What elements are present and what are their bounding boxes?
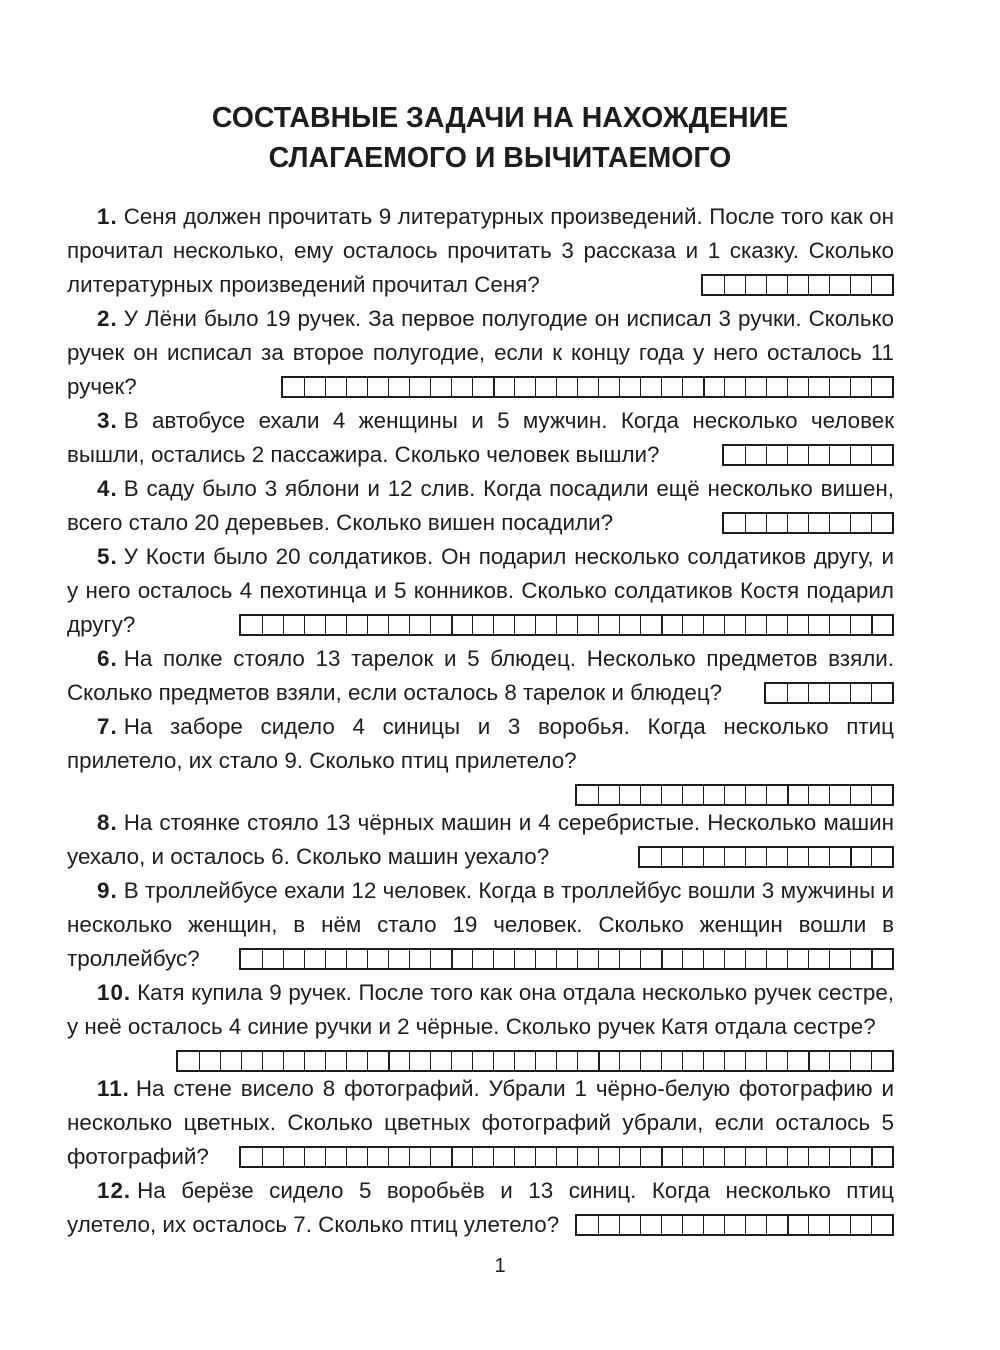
answer-cell[interactable] bbox=[304, 1052, 325, 1070]
answer-cell[interactable] bbox=[703, 378, 724, 396]
answer-cell[interactable] bbox=[493, 950, 514, 968]
answer-cell[interactable] bbox=[787, 276, 808, 294]
answer-cell[interactable] bbox=[787, 848, 808, 866]
answer-cell[interactable] bbox=[577, 616, 598, 634]
problem-2 bbox=[67, 302, 894, 404]
answer-cell[interactable] bbox=[199, 1052, 220, 1070]
answer-cell[interactable] bbox=[640, 950, 661, 968]
problem-text: У Кости было 20 солдатиков. Он подарил несколько солдатиков другу, и у него осталось 4 пехотинца и 5 конников. Сколько солдатиков Костя подарил другу? bbox=[67, 544, 894, 637]
answer-cell[interactable] bbox=[262, 1052, 283, 1070]
answer-cell[interactable] bbox=[598, 950, 619, 968]
answer-grid[interactable] bbox=[176, 1050, 894, 1072]
answer-cell[interactable] bbox=[514, 378, 535, 396]
answer-cell[interactable] bbox=[388, 1052, 409, 1070]
answer-cell[interactable] bbox=[304, 378, 325, 396]
answer-cell[interactable] bbox=[745, 378, 766, 396]
page-number: 1 bbox=[494, 1255, 506, 1277]
answer-cell[interactable] bbox=[766, 950, 787, 968]
problem-number: 3. bbox=[97, 408, 118, 433]
answer-cell[interactable] bbox=[409, 378, 430, 396]
answer-cell[interactable] bbox=[472, 1052, 493, 1070]
answer-cell[interactable] bbox=[535, 1052, 556, 1070]
problem-7 bbox=[67, 710, 894, 778]
problem-number: 11. bbox=[97, 1076, 130, 1101]
answer-cell[interactable] bbox=[829, 1148, 850, 1166]
answer-cell[interactable] bbox=[577, 950, 598, 968]
answer-cell[interactable] bbox=[682, 950, 703, 968]
answer-cell[interactable] bbox=[577, 378, 598, 396]
answer-cell[interactable] bbox=[472, 1148, 493, 1166]
answer-grid[interactable] bbox=[239, 948, 894, 970]
answer-cell[interactable] bbox=[745, 848, 766, 866]
answer-cell[interactable] bbox=[598, 378, 619, 396]
answer-grid[interactable] bbox=[764, 682, 894, 704]
answer-cell[interactable] bbox=[472, 616, 493, 634]
answer-cell[interactable] bbox=[829, 684, 850, 702]
answer-cell[interactable] bbox=[514, 1052, 535, 1070]
answer-cell[interactable] bbox=[577, 1148, 598, 1166]
problem-number: 4. bbox=[97, 476, 118, 501]
answer-cell[interactable] bbox=[724, 848, 745, 866]
answer-cell[interactable] bbox=[829, 786, 850, 804]
answer-cell[interactable] bbox=[850, 1052, 871, 1070]
answer-cell[interactable] bbox=[703, 848, 724, 866]
answer-cell[interactable] bbox=[619, 378, 640, 396]
title-line-1: СОСТАВНЫЕ ЗАДАЧИ НА НАХОЖДЕНИЕ bbox=[211, 102, 789, 134]
answer-cell[interactable] bbox=[346, 950, 367, 968]
answer-cell[interactable] bbox=[304, 1148, 325, 1166]
answer-grid[interactable] bbox=[638, 846, 894, 868]
answer-cell[interactable] bbox=[808, 1216, 829, 1234]
answer-cell[interactable] bbox=[514, 1148, 535, 1166]
answer-cell[interactable] bbox=[640, 1052, 661, 1070]
answer-cell[interactable] bbox=[724, 950, 745, 968]
answer-cell[interactable] bbox=[577, 1216, 598, 1234]
answer-cell[interactable] bbox=[451, 950, 472, 968]
answer-cell[interactable] bbox=[682, 1216, 703, 1234]
answer-cell[interactable] bbox=[430, 1148, 451, 1166]
answer-cell[interactable] bbox=[598, 786, 619, 804]
answer-cell[interactable] bbox=[766, 616, 787, 634]
answer-cell[interactable] bbox=[787, 378, 808, 396]
problem-number: 9. bbox=[97, 878, 118, 903]
problem-number: 7. bbox=[97, 714, 118, 739]
answer-cell[interactable] bbox=[283, 950, 304, 968]
answer-cell[interactable] bbox=[745, 616, 766, 634]
answer-cell[interactable] bbox=[493, 1148, 514, 1166]
answer-cell[interactable] bbox=[787, 684, 808, 702]
answer-cell[interactable] bbox=[808, 514, 829, 532]
answer-cell[interactable] bbox=[871, 848, 892, 866]
answer-cell[interactable] bbox=[766, 514, 787, 532]
problem-text: В троллейбусе ехали 12 человек. Когда в троллейбус вошли 3 мужчины и несколько женщин, в нём стало 19 человек. Сколько женщин вошли в троллейбус? bbox=[67, 878, 894, 971]
answer-cell[interactable] bbox=[766, 1052, 787, 1070]
answer-cell[interactable] bbox=[766, 276, 787, 294]
answer-cell[interactable] bbox=[787, 786, 808, 804]
answer-cell[interactable] bbox=[871, 1148, 892, 1166]
answer-cell[interactable] bbox=[556, 616, 577, 634]
answer-cell[interactable] bbox=[682, 616, 703, 634]
answer-cell[interactable] bbox=[661, 1148, 682, 1166]
answer-cell[interactable] bbox=[178, 1052, 199, 1070]
answer-cell[interactable] bbox=[283, 616, 304, 634]
answer-cell[interactable] bbox=[787, 1148, 808, 1166]
answer-cell[interactable] bbox=[745, 276, 766, 294]
answer-cell[interactable] bbox=[619, 1052, 640, 1070]
answer-cell[interactable] bbox=[703, 1052, 724, 1070]
answer-cell[interactable] bbox=[472, 950, 493, 968]
problem-list bbox=[67, 200, 894, 1242]
problem-number: 12. bbox=[97, 1178, 132, 1203]
answer-grid[interactable] bbox=[281, 376, 894, 398]
problem-text: Катя купила 9 ручек. После того как она отдала несколько ручек сестре, у неё осталось 4 синие ручки и 2 чёрные. Сколько ручек Катя отдала сестре? bbox=[67, 980, 894, 1039]
problem-number: 6. bbox=[97, 646, 118, 671]
answer-cell[interactable] bbox=[640, 848, 661, 866]
answer-cell[interactable] bbox=[535, 616, 556, 634]
problem-6 bbox=[67, 642, 894, 710]
answer-cell[interactable] bbox=[808, 616, 829, 634]
answer-cell[interactable] bbox=[451, 616, 472, 634]
answer-cell[interactable] bbox=[430, 616, 451, 634]
answer-cell[interactable] bbox=[808, 1052, 829, 1070]
answer-cell[interactable] bbox=[430, 1052, 451, 1070]
answer-cell[interactable] bbox=[388, 378, 409, 396]
answer-cell[interactable] bbox=[871, 1216, 892, 1234]
answer-cell[interactable] bbox=[262, 1148, 283, 1166]
problem-3 bbox=[67, 404, 894, 472]
answer-cell[interactable] bbox=[682, 1052, 703, 1070]
answer-cell[interactable] bbox=[682, 786, 703, 804]
answer-cell[interactable] bbox=[871, 276, 892, 294]
answer-cell[interactable] bbox=[598, 1148, 619, 1166]
problem-text: На стене висело 8 фотографий. Убрали 1 чёрно-белую фотографию и несколько цветных. Сколько цветных фотографий убрали, если осталось 5 фотографий? bbox=[67, 1076, 894, 1169]
answer-cell[interactable] bbox=[850, 514, 871, 532]
answer-cell[interactable] bbox=[262, 950, 283, 968]
answer-cell[interactable] bbox=[871, 378, 892, 396]
answer-cell[interactable] bbox=[514, 950, 535, 968]
page-title bbox=[60, 98, 940, 178]
answer-cell[interactable] bbox=[850, 848, 871, 866]
answer-cell[interactable] bbox=[787, 446, 808, 464]
problem-number: 8. bbox=[97, 810, 118, 835]
answer-cell[interactable] bbox=[661, 950, 682, 968]
answer-cell[interactable] bbox=[283, 1148, 304, 1166]
answer-cell[interactable] bbox=[724, 514, 745, 532]
problem-8 bbox=[67, 806, 894, 874]
answer-cell[interactable] bbox=[745, 446, 766, 464]
problem-text: В саду было 3 яблони и 12 слив. Когда посадили ещё несколько вишен, всего стало 20 деревьев. Сколько вишен посадили? bbox=[67, 476, 894, 535]
answer-cell[interactable] bbox=[682, 848, 703, 866]
answer-cell[interactable] bbox=[787, 1216, 808, 1234]
answer-cell[interactable] bbox=[619, 616, 640, 634]
answer-cell[interactable] bbox=[325, 950, 346, 968]
answer-cell[interactable] bbox=[724, 378, 745, 396]
answer-cell[interactable] bbox=[325, 378, 346, 396]
answer-cell[interactable] bbox=[598, 1052, 619, 1070]
answer-cell[interactable] bbox=[556, 1148, 577, 1166]
answer-cell[interactable] bbox=[241, 616, 262, 634]
answer-grid[interactable] bbox=[239, 1146, 894, 1168]
answer-cell[interactable] bbox=[451, 378, 472, 396]
answer-cell[interactable] bbox=[241, 1148, 262, 1166]
problem-12 bbox=[67, 1174, 894, 1242]
answer-cell[interactable] bbox=[325, 1052, 346, 1070]
answer-cell[interactable] bbox=[409, 616, 430, 634]
answer-cell[interactable] bbox=[262, 616, 283, 634]
problem-4 bbox=[67, 472, 894, 540]
answer-cell[interactable] bbox=[766, 786, 787, 804]
answer-cell[interactable] bbox=[682, 1148, 703, 1166]
answer-cell[interactable] bbox=[766, 378, 787, 396]
problem-number: 2. bbox=[97, 306, 118, 331]
answer-cell[interactable] bbox=[808, 950, 829, 968]
problem-9 bbox=[67, 874, 894, 976]
answer-cell[interactable] bbox=[367, 1148, 388, 1166]
answer-cell[interactable] bbox=[619, 1148, 640, 1166]
answer-cell[interactable] bbox=[703, 1216, 724, 1234]
answer-cell[interactable] bbox=[640, 1148, 661, 1166]
answer-cell[interactable] bbox=[745, 786, 766, 804]
answer-cell[interactable] bbox=[346, 1052, 367, 1070]
answer-cell[interactable] bbox=[598, 616, 619, 634]
answer-cell[interactable] bbox=[745, 1052, 766, 1070]
answer-cell[interactable] bbox=[430, 378, 451, 396]
answer-cell[interactable] bbox=[766, 446, 787, 464]
answer-cell[interactable] bbox=[577, 1052, 598, 1070]
answer-cell[interactable] bbox=[745, 1216, 766, 1234]
answer-cell[interactable] bbox=[703, 950, 724, 968]
answer-cell[interactable] bbox=[535, 378, 556, 396]
answer-cell[interactable] bbox=[829, 1216, 850, 1234]
answer-cell[interactable] bbox=[682, 378, 703, 396]
answer-cell[interactable] bbox=[493, 378, 514, 396]
problem-number: 1. bbox=[97, 204, 118, 229]
answer-grid[interactable] bbox=[239, 614, 894, 636]
answer-cell[interactable] bbox=[388, 1148, 409, 1166]
answer-cell[interactable] bbox=[367, 1052, 388, 1070]
answer-cell[interactable] bbox=[556, 378, 577, 396]
answer-cell[interactable] bbox=[808, 848, 829, 866]
answer-cell[interactable] bbox=[409, 950, 430, 968]
problem-10 bbox=[67, 976, 894, 1044]
answer-grid[interactable] bbox=[575, 784, 894, 806]
answer-cell[interactable] bbox=[367, 616, 388, 634]
answer-cell[interactable] bbox=[808, 378, 829, 396]
answer-cell[interactable] bbox=[283, 1052, 304, 1070]
problem-number: 5. bbox=[97, 544, 118, 569]
answer-cell[interactable] bbox=[535, 950, 556, 968]
answer-cell[interactable] bbox=[388, 950, 409, 968]
answer-cell[interactable] bbox=[703, 276, 724, 294]
answer-cell[interactable] bbox=[871, 950, 892, 968]
answer-cell[interactable] bbox=[661, 848, 682, 866]
answer-cell[interactable] bbox=[808, 1148, 829, 1166]
problem-text: На полке стояло 13 тарелок и 5 блюдец. Несколько предметов взяли. Сколько предметов взяли, если осталось 8 тарелок и блюдец? bbox=[67, 646, 894, 705]
answer-cell[interactable] bbox=[283, 378, 304, 396]
answer-cell[interactable] bbox=[808, 684, 829, 702]
answer-cell[interactable] bbox=[703, 786, 724, 804]
problem-text: У Лёни было 19 ручек. За первое полугодие он исписал 3 ручки. Сколько ручек он исписал за второе полугодие, если к концу года у него осталось 11 ручек? bbox=[67, 306, 894, 399]
answer-cell[interactable] bbox=[346, 1148, 367, 1166]
answer-cell[interactable] bbox=[745, 950, 766, 968]
answer-cell[interactable] bbox=[871, 514, 892, 532]
answer-cell[interactable] bbox=[808, 786, 829, 804]
answer-cell[interactable] bbox=[829, 616, 850, 634]
answer-cell[interactable] bbox=[451, 1052, 472, 1070]
answer-cell[interactable] bbox=[745, 1148, 766, 1166]
answer-cell[interactable] bbox=[829, 276, 850, 294]
problem-text: Сеня должен прочитать 9 литературных произведений. После того как он прочитал несколько, ему осталось прочитать 3 рассказа и 1 сказку. Сколько литературных произведений прочитал Сеня? bbox=[67, 204, 894, 297]
answer-grid[interactable] bbox=[722, 512, 894, 534]
answer-cell[interactable] bbox=[724, 786, 745, 804]
answer-cell[interactable] bbox=[703, 1148, 724, 1166]
answer-cell[interactable] bbox=[346, 378, 367, 396]
answer-cell[interactable] bbox=[640, 786, 661, 804]
answer-cell[interactable] bbox=[745, 514, 766, 532]
answer-cell[interactable] bbox=[787, 950, 808, 968]
answer-cell[interactable] bbox=[850, 1216, 871, 1234]
problem-number: 10. bbox=[97, 980, 132, 1005]
answer-cell[interactable] bbox=[724, 1052, 745, 1070]
answer-cell[interactable] bbox=[493, 616, 514, 634]
answer-cell[interactable] bbox=[661, 1052, 682, 1070]
answer-cell[interactable] bbox=[661, 378, 682, 396]
answer-cell[interactable] bbox=[367, 378, 388, 396]
answer-cell[interactable] bbox=[514, 616, 535, 634]
answer-cell[interactable] bbox=[787, 1052, 808, 1070]
answer-cell[interactable] bbox=[409, 1148, 430, 1166]
answer-cell[interactable] bbox=[850, 786, 871, 804]
answer-cell[interactable] bbox=[661, 616, 682, 634]
answer-cell[interactable] bbox=[766, 848, 787, 866]
answer-cell[interactable] bbox=[850, 378, 871, 396]
answer-cell[interactable] bbox=[808, 276, 829, 294]
answer-cell[interactable] bbox=[409, 1052, 430, 1070]
problem-text: На заборе сидело 4 синицы и 3 воробья. Когда несколько птиц прилетело, их стало 9. Сколько птиц прилетело? bbox=[67, 714, 894, 773]
answer-cell[interactable] bbox=[787, 616, 808, 634]
answer-cell[interactable] bbox=[766, 1216, 787, 1234]
answer-cell[interactable] bbox=[850, 446, 871, 464]
title-line-2: СЛАГАЕМОГО И ВЫЧИТАЕМОГО bbox=[268, 142, 732, 174]
answer-cell[interactable] bbox=[850, 616, 871, 634]
answer-cell[interactable] bbox=[871, 446, 892, 464]
answer-cell[interactable] bbox=[724, 276, 745, 294]
problem-5 bbox=[67, 540, 894, 642]
answer-cell[interactable] bbox=[430, 950, 451, 968]
answer-cell[interactable] bbox=[850, 950, 871, 968]
answer-cell[interactable] bbox=[829, 950, 850, 968]
answer-cell[interactable] bbox=[829, 1052, 850, 1070]
answer-cell[interactable] bbox=[367, 950, 388, 968]
problem-1 bbox=[67, 200, 894, 302]
answer-cell[interactable] bbox=[850, 684, 871, 702]
answer-cell[interactable] bbox=[703, 616, 724, 634]
answer-cell[interactable] bbox=[724, 1148, 745, 1166]
answer-cell[interactable] bbox=[325, 616, 346, 634]
answer-cell[interactable] bbox=[661, 786, 682, 804]
answer-cell[interactable] bbox=[829, 514, 850, 532]
answer-cell[interactable] bbox=[871, 786, 892, 804]
problem-text: В автобусе ехали 4 женщины и 5 мужчин. Когда несколько человек вышли, остались 2 пассажира. Сколько человек вышли? bbox=[67, 408, 894, 467]
answer-cell[interactable] bbox=[388, 616, 409, 634]
answer-cell[interactable] bbox=[598, 1216, 619, 1234]
answer-cell[interactable] bbox=[640, 1216, 661, 1234]
answer-cell[interactable] bbox=[640, 378, 661, 396]
answer-cell[interactable] bbox=[724, 1216, 745, 1234]
answer-cell[interactable] bbox=[850, 1148, 871, 1166]
answer-cell[interactable] bbox=[472, 378, 493, 396]
answer-cell[interactable] bbox=[535, 1148, 556, 1166]
answer-grid[interactable] bbox=[701, 274, 894, 296]
answer-cell[interactable] bbox=[787, 514, 808, 532]
answer-cell[interactable] bbox=[325, 1148, 346, 1166]
answer-cell[interactable] bbox=[556, 1052, 577, 1070]
answer-cell[interactable] bbox=[556, 950, 577, 968]
answer-cell[interactable] bbox=[871, 684, 892, 702]
answer-cell[interactable] bbox=[766, 684, 787, 702]
answer-cell[interactable] bbox=[766, 1148, 787, 1166]
answer-grid[interactable] bbox=[575, 1214, 894, 1236]
answer-cell[interactable] bbox=[640, 616, 661, 634]
problem-11 bbox=[67, 1072, 894, 1174]
answer-cell[interactable] bbox=[850, 276, 871, 294]
answer-cell[interactable] bbox=[241, 950, 262, 968]
answer-cell[interactable] bbox=[661, 1216, 682, 1234]
problem-text: На стоянке стояло 13 чёрных машин и 4 серебристые. Несколько машин уехало, и осталось 6. Сколько машин уехало? bbox=[67, 810, 894, 869]
answer-cell[interactable] bbox=[220, 1052, 241, 1070]
answer-cell[interactable] bbox=[829, 378, 850, 396]
answer-cell[interactable] bbox=[304, 616, 325, 634]
answer-cell[interactable] bbox=[619, 950, 640, 968]
problem-text: На берёзе сидело 5 воробьёв и 13 синиц. Когда несколько птиц улетело, их осталось 7. Сколько птиц улетело? bbox=[67, 1178, 894, 1237]
answer-cell[interactable] bbox=[493, 1052, 514, 1070]
answer-cell[interactable] bbox=[451, 1148, 472, 1166]
answer-cell[interactable] bbox=[871, 616, 892, 634]
answer-cell[interactable] bbox=[619, 786, 640, 804]
answer-cell[interactable] bbox=[871, 1052, 892, 1070]
answer-cell[interactable] bbox=[724, 616, 745, 634]
answer-cell[interactable] bbox=[241, 1052, 262, 1070]
answer-cell[interactable] bbox=[829, 446, 850, 464]
answer-cell[interactable] bbox=[724, 446, 745, 464]
answer-grid[interactable] bbox=[722, 444, 894, 466]
answer-cell[interactable] bbox=[619, 1216, 640, 1234]
answer-cell[interactable] bbox=[829, 848, 850, 866]
answer-cell[interactable] bbox=[346, 616, 367, 634]
answer-cell[interactable] bbox=[304, 950, 325, 968]
answer-cell[interactable] bbox=[808, 446, 829, 464]
answer-cell[interactable] bbox=[577, 786, 598, 804]
